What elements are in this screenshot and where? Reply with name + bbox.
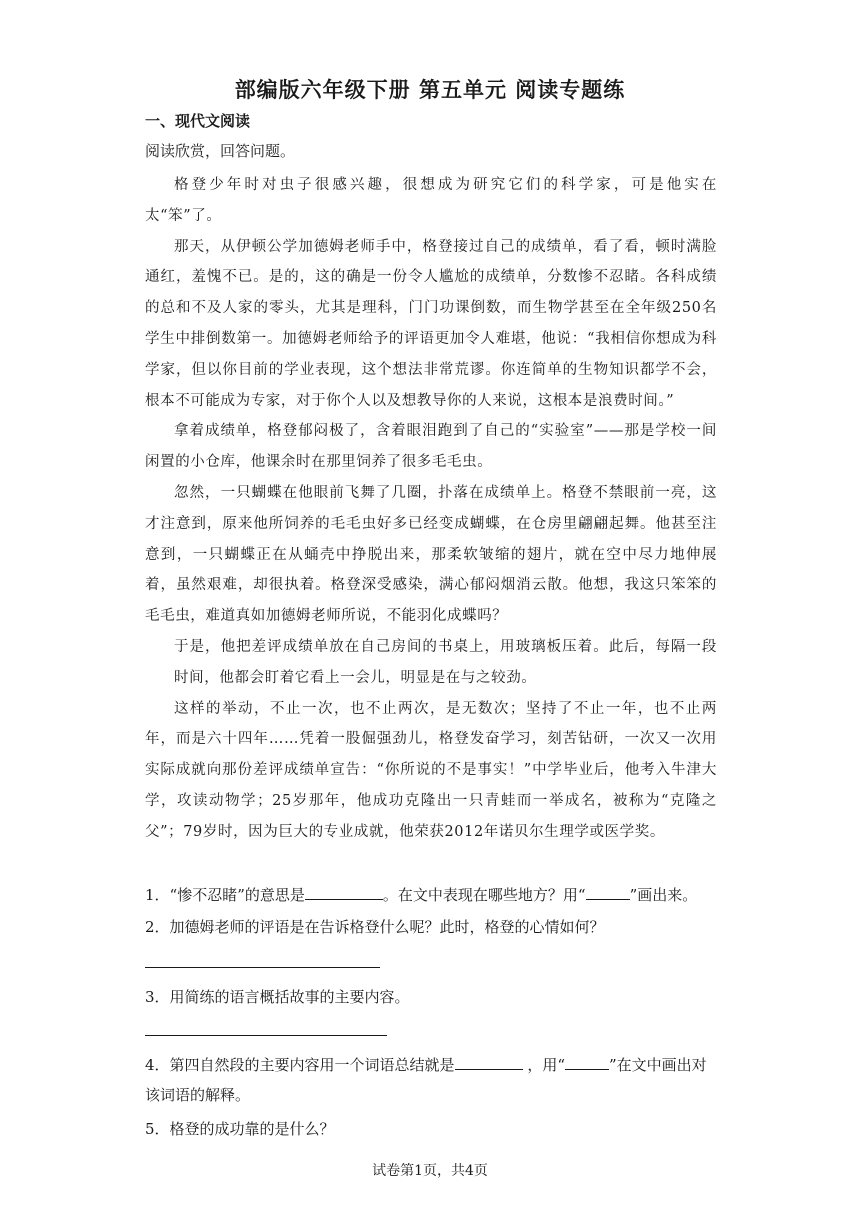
- page-footer: 试卷第1页，共4页: [372, 1163, 488, 1179]
- question-1-text-c: ”画出来。: [629, 886, 698, 904]
- question-4-text-b: ，用“: [522, 1056, 565, 1074]
- question-2: 2．加德姆老师的评语是在告诉格登什么呢？此时，格登的心情如何？: [145, 918, 605, 936]
- underline-mark-sample: [586, 885, 630, 900]
- passage-paragraph-2: 那天，从伊顿公学加德姆老师手中，格登接过自己的成绩单，看了看，顿时满脸通红，羞愧不已。是的，这的确是一份令人尴尬的成绩单，分数惨不忍睹。各科成绩的总和不及人家的零头，尤其是理科，门门功课倒数，而生物学甚至在全年级250名学生中排倒数第一。加德姆老师给予的评语更加令人难堪，他说：“我相信你想成为科学家，但以你目前的学业表现，这个想法非常荒谬。你连简单的生物知识都学不会，根本不可能成为专家，对于你个人以及想教导你的人来说，这根本是浪费时间。”: [145, 238, 717, 409]
- question-1-text-b: 。在文中表现在哪些地方？用“: [382, 886, 586, 904]
- passage-paragraph-4: 忽然，一只蝴蝶在他眼前飞舞了几圈，扑落在成绩单上。格登不禁眼前一亮，这才注意到，原来他所饲养的毛毛虫好多已经变成蝴蝶，在仓房里翩翩起舞。他甚至注意到，一只蝴蝶正在从蛹壳中挣脱出来，那柔软皱缩的翅片，就在空中尽力地伸展着，虽然艰难，却很执着。格登深受感染，满心郁闷烟消云散。他想，我这只笨笨的毛毛虫，难道真如加德姆老师所说，不能羽化成蝶吗？: [145, 484, 717, 625]
- question-4-answer-blank[interactable]: [455, 1055, 523, 1070]
- reading-instruction: 阅读欣赏，回答问题。: [145, 142, 296, 160]
- passage-paragraph-1: 格登少年时对虫子很感兴趣，很想成为研究它们的科学家，可是他实在太“笨”了。: [145, 177, 717, 224]
- question-3: 3．用简练的语言概括故事的主要内容。: [145, 988, 410, 1006]
- question-1-text-a: 1．“惨不忍睹”的意思是: [145, 886, 305, 904]
- question-1-answer-blank[interactable]: [305, 885, 383, 900]
- question-2-answer-line[interactable]: [145, 967, 380, 968]
- passage-paragraph-6: 这样的举动，不止一次，也不止两次，是无数次；坚持了不止一年，也不止两年，而是六十四年……凭着一股倔强劲儿，格登发奋学习，刻苦钻研，一次又一次用实际成就向那份差评成绩单宣告：“你所说的不是事实！”中学毕业后，他考入牛津大学，攻读动物学；25岁那年，他成功克隆出一只青蛙而一举成名，被称为“克隆之父”；79岁时，因为巨大的专业成就，他荣获2012年诺贝尔生理学或医学奖。: [145, 700, 717, 840]
- underline-mark-sample: [565, 1055, 609, 1070]
- question-4-continued: 该词语的解释。: [145, 1086, 251, 1104]
- passage-paragraph-5: 于是，他把差评成绩单放在自己房间的书桌上，用玻璃板压着。此后，每隔一段时间，他都会盯着它看上一会儿，明显是在与之较劲。: [174, 638, 717, 686]
- reading-passage: [145, 170, 717, 848]
- question-4-text-a: 4．第四自然段的主要内容用一个词语总结就是: [145, 1056, 455, 1074]
- question-4-text-c: ”在文中画出对: [608, 1056, 707, 1074]
- question-5: 5．格登的成功靠的是什么？: [145, 1120, 335, 1138]
- page-title: 部编版六年级下册 第五单元 阅读专题练: [234, 78, 626, 102]
- section-heading: 一、现代文阅读: [145, 112, 251, 130]
- passage-paragraph-3: 拿着成绩单，格登郁闷极了，含着眼泪跑到了自己的“实验室”——那是学校一间闲置的小仓库，他课余时在那里饲养了很多毛毛虫。: [145, 423, 717, 471]
- question-1: [145, 880, 717, 910]
- question-4: [145, 1050, 717, 1080]
- question-3-answer-line[interactable]: [145, 1035, 387, 1036]
